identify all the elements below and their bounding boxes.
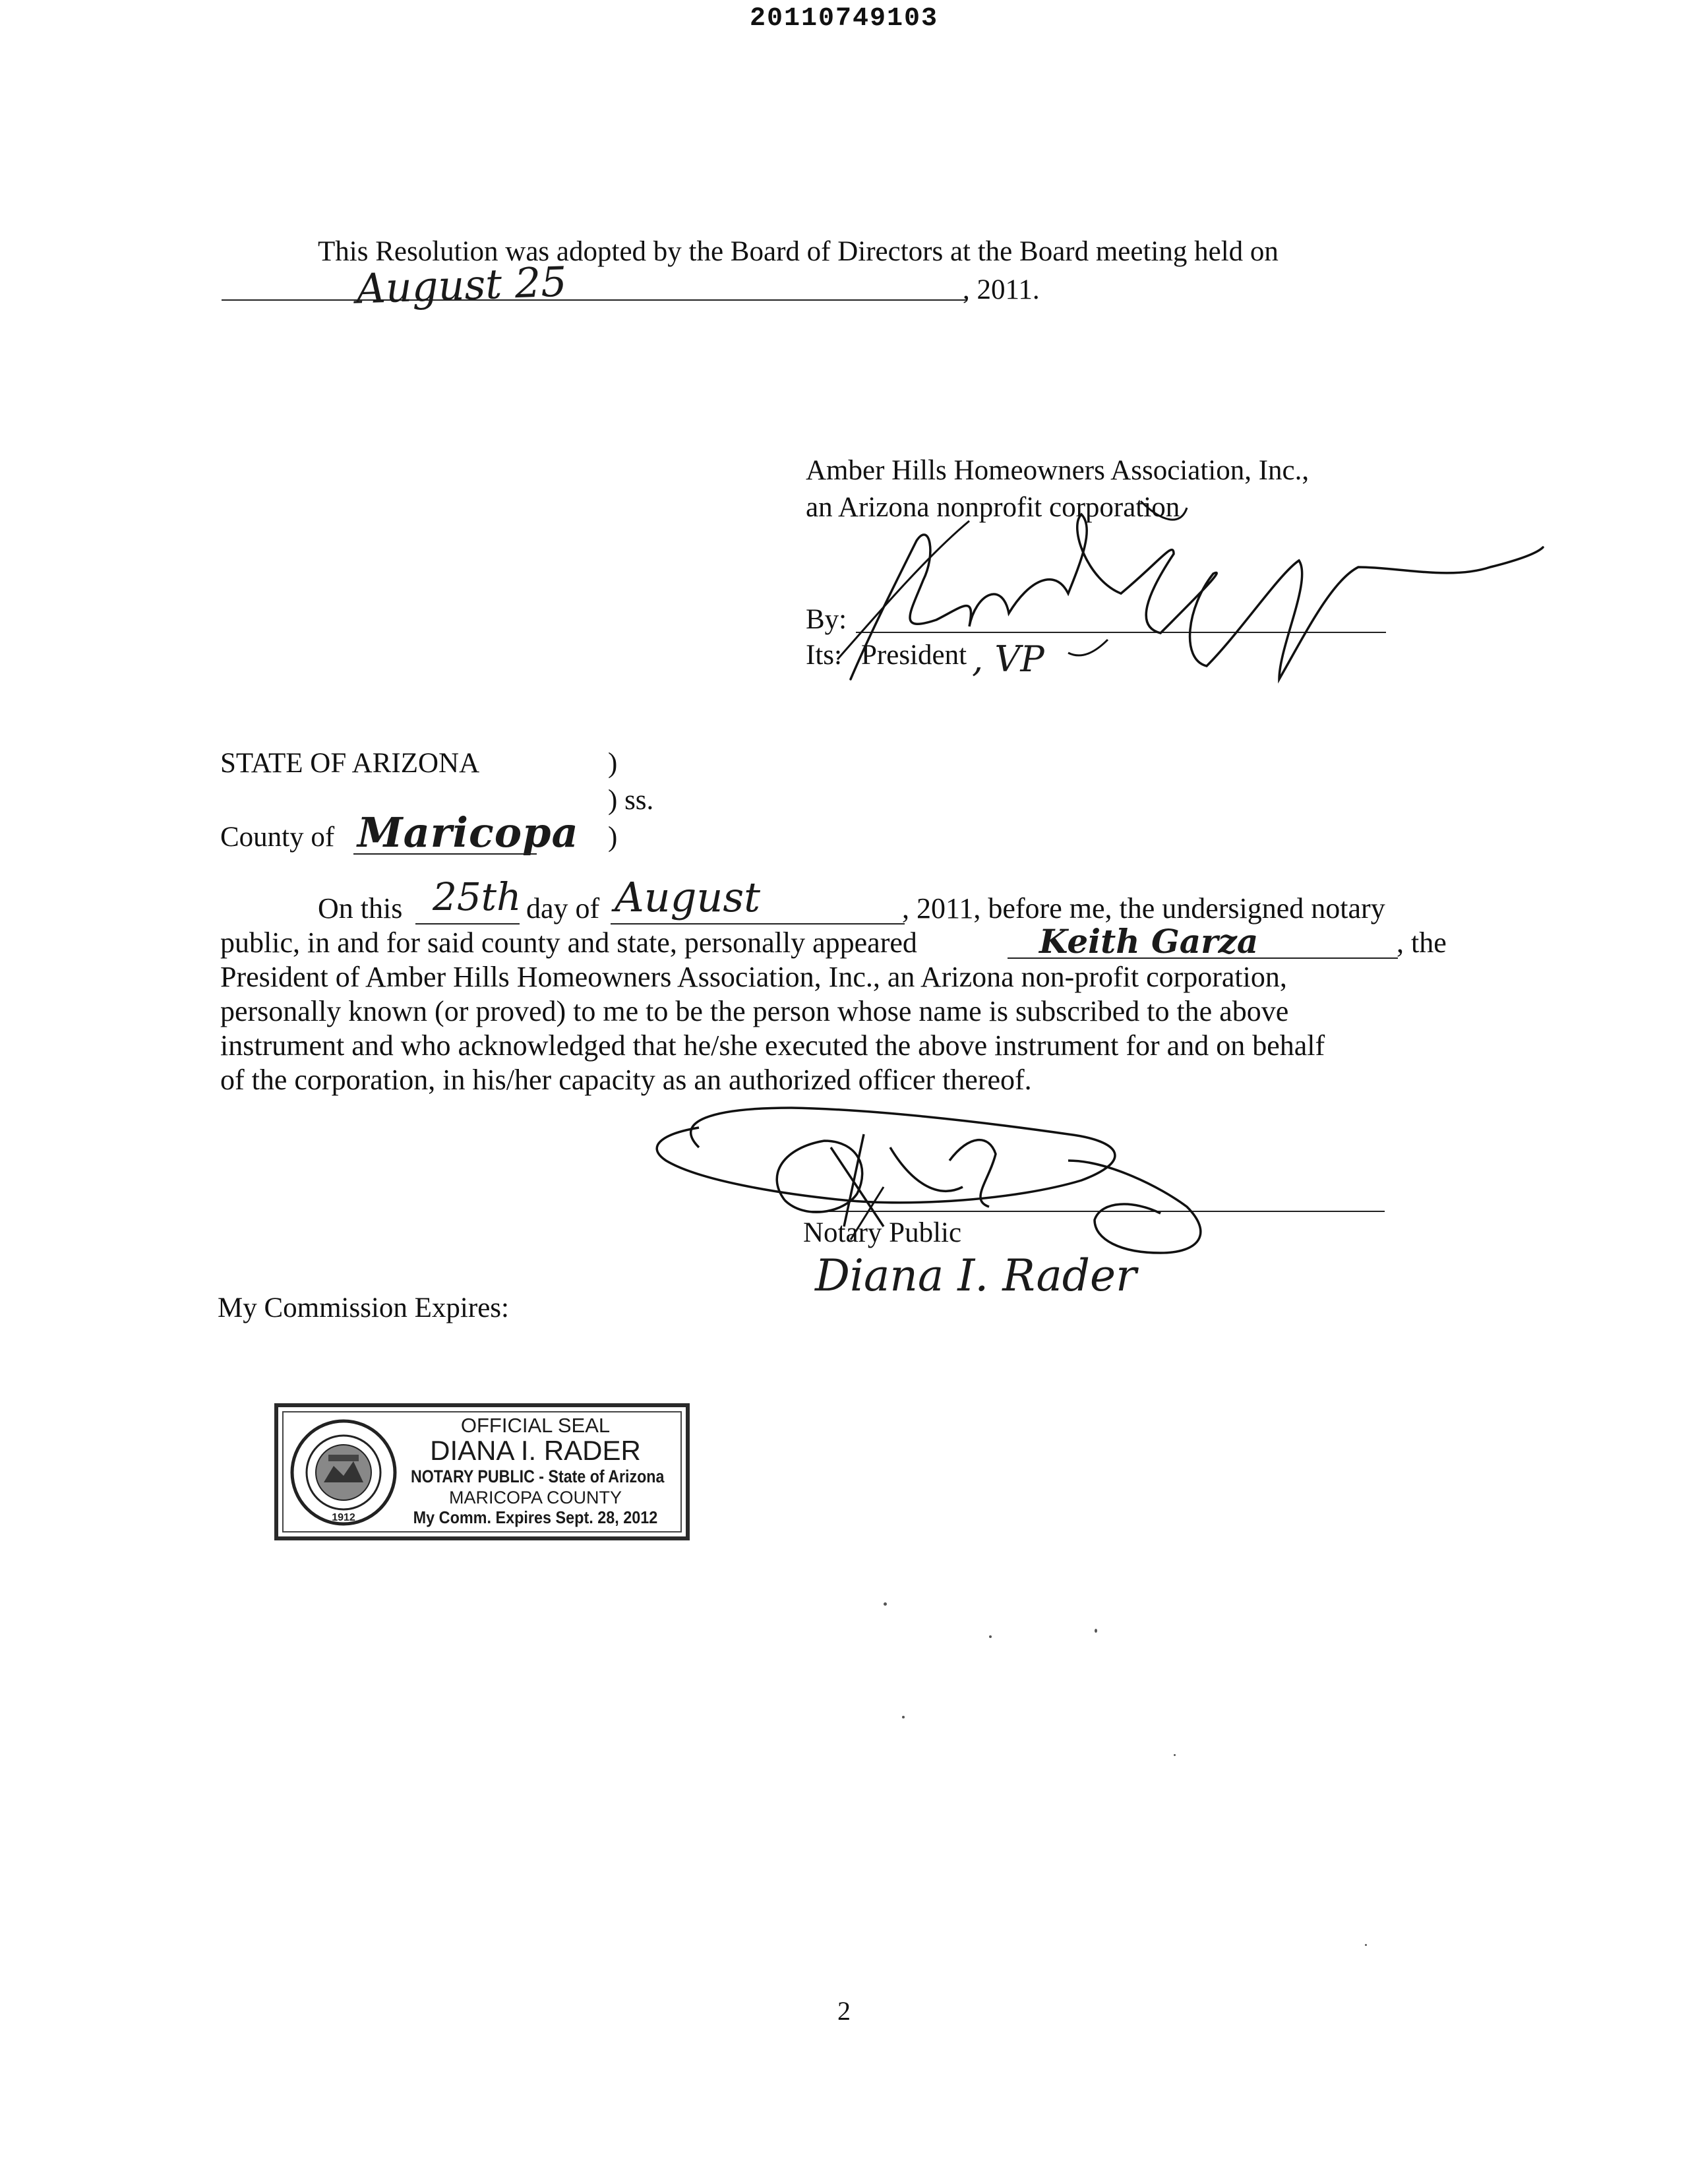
seal-commission-expires: My Comm. Expires Sept. 28, 2012 — [413, 1507, 658, 1527]
ack-line6: of the corporation, in his/her capacity as an authorized officer thereof. — [220, 1064, 1032, 1096]
county-label: County of — [220, 822, 335, 853]
scan-speck — [902, 1716, 905, 1718]
state-label: STATE OF ARIZONA — [220, 748, 480, 779]
ack-line2-end: , the — [1397, 926, 1447, 959]
handwritten-appearer-name: Keith Garza — [1039, 922, 1259, 961]
ack-line5: instrument and who acknowledged that he/she executed the above instrument for and on behalf — [220, 1029, 1325, 1062]
ack-line4: personally known (or proved) to me to be the person whose name is subscribed to the above — [220, 995, 1289, 1027]
meeting-year: , 2011. — [963, 274, 1040, 305]
venue-ss: ) ss. — [608, 785, 654, 816]
handwritten-officer-title: , VP — [972, 638, 1044, 680]
resolution-statement: This Resolution was adopted by the Board of Directors at the Board meeting held on — [318, 236, 1279, 267]
by-label: By: — [806, 604, 847, 635]
emblem-year: 1912 — [332, 1512, 355, 1523]
notary-public-label: Notary Public — [803, 1217, 962, 1248]
handwritten-county: Maricopa — [357, 808, 579, 857]
officer-title: President — [861, 640, 967, 671]
its-label: Its: — [806, 640, 842, 671]
seal-notary-name: DIANA I. RADER — [430, 1435, 641, 1466]
corporation-type: an Arizona nonprofit corporation — [806, 492, 1180, 523]
seal-notary-state: NOTARY PUBLIC - State of Arizona — [410, 1467, 665, 1486]
scan-speck — [1365, 1944, 1367, 1946]
ack-line1-end: , 2011, before me, the undersigned notary — [902, 892, 1385, 925]
scan-speck — [1174, 1754, 1176, 1756]
document-number: 20110749103 — [749, 4, 939, 34]
ack-line3: President of Amber Hills Homeowners Association, Inc., an Arizona non-profit corporation, — [220, 961, 1287, 993]
page-number: 2 — [837, 1996, 851, 2026]
scan-speck — [1095, 1629, 1097, 1633]
ack-day-of: day of — [526, 892, 600, 925]
ack-line2-start: public, in and for said county and state, personally appeared — [220, 926, 917, 959]
venue-paren-bottom: ) — [608, 822, 618, 853]
venue-paren-top: ) — [608, 748, 618, 779]
handwritten-notary-name: Diana I. Rader — [815, 1250, 1137, 1301]
scan-speck — [989, 1635, 992, 1638]
ack-on-this: On this — [318, 892, 403, 925]
seal-county: MARICOPA COUNTY — [448, 1488, 622, 1507]
commission-expires-label: My Commission Expires: — [218, 1292, 509, 1323]
handwritten-meeting-date: August 25 — [355, 257, 568, 313]
seal-title: OFFICIAL SEAL — [460, 1414, 611, 1437]
scan-speck — [884, 1602, 887, 1606]
corporation-name: Amber Hills Homeowners Association, Inc., — [806, 455, 1310, 486]
handwritten-month: August — [615, 873, 761, 921]
handwritten-day: 25th — [433, 874, 522, 919]
